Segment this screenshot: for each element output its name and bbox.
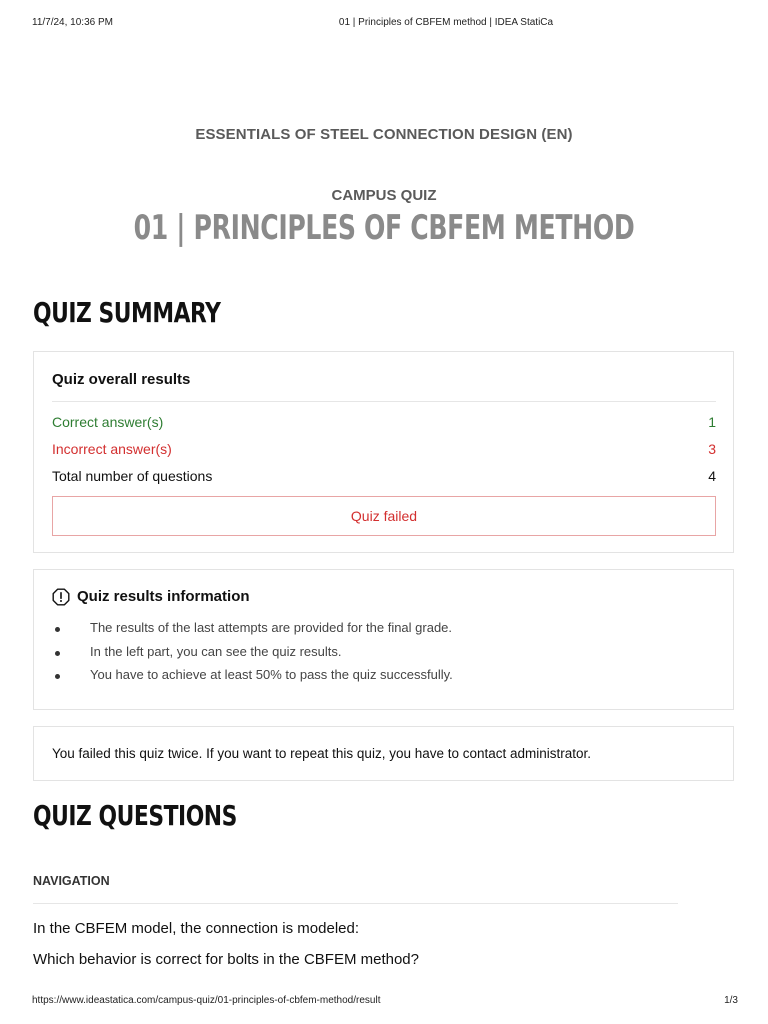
incorrect-answers-count: 3 xyxy=(708,441,716,457)
navigation-divider xyxy=(33,903,678,904)
attempt-notice-text: You failed this quiz twice. If you want to repeat this quiz, you have to contact administrator. xyxy=(52,746,592,761)
bullet xyxy=(55,651,60,656)
question-nav-item-2[interactable]: Which behavior is correct for bolts in the CBFEM method? xyxy=(33,951,419,968)
list-item xyxy=(34,620,733,644)
page-number: 1/3 xyxy=(724,995,738,1006)
campus-quiz-label: CAMPUS QUIZ xyxy=(331,187,437,204)
course-title[interactable]: ESSENTIALS OF STEEL CONNECTION DESIGN (EN) xyxy=(195,126,573,143)
quiz-results-info-card xyxy=(33,569,734,710)
total-questions-count: 4 xyxy=(708,468,716,484)
list-item xyxy=(34,644,733,668)
print-footer xyxy=(32,995,738,1007)
quiz-overall-results-card xyxy=(33,351,734,553)
divider xyxy=(52,401,716,402)
info-item-text: The results of the last attempts are provided for the final grade. xyxy=(90,620,453,635)
total-questions-row xyxy=(52,468,716,486)
page-title: 01 | PRINCIPLES OF CBFEM METHOD xyxy=(133,208,635,248)
page-url[interactable]: https://www.ideastatica.com/campus-quiz/01-principles-of-cbfem-method/result xyxy=(32,995,381,1006)
bullet xyxy=(55,674,60,679)
print-document-title: 01 | Principles of CBFEM method | IDEA StatiCa xyxy=(338,17,554,28)
print-timestamp: 11/7/24, 10:36 PM xyxy=(32,17,113,28)
quiz-status-badge: Quiz failed xyxy=(52,496,716,536)
info-title: Quiz results information xyxy=(77,588,250,605)
print-header xyxy=(32,17,738,31)
quiz-questions-heading: QUIZ QUESTIONS xyxy=(33,799,237,832)
incorrect-answers-row xyxy=(52,441,716,459)
question-nav-item-1[interactable]: In the CBFEM model, the connection is modeled: xyxy=(33,920,360,937)
incorrect-answers-label: Incorrect answer(s) xyxy=(52,441,172,457)
info-list xyxy=(34,620,733,691)
correct-answers-label: Correct answer(s) xyxy=(52,414,164,430)
total-questions-label: Total number of questions xyxy=(52,468,213,484)
quiz-summary-heading: QUIZ SUMMARY xyxy=(33,296,221,329)
alert-octagon-icon xyxy=(52,588,70,606)
attempt-notice-card xyxy=(33,726,734,781)
bullet xyxy=(55,627,60,632)
list-item xyxy=(34,667,733,691)
card-title: Quiz overall results xyxy=(52,371,191,388)
correct-answers-row xyxy=(52,414,716,432)
info-item-text: You have to achieve at least 50% to pass the quiz successfully. xyxy=(90,667,453,682)
navigation-label: NAVIGATION xyxy=(33,874,110,888)
info-item-text: In the left part, you can see the quiz results. xyxy=(90,643,342,659)
correct-answers-count: 1 xyxy=(708,414,716,430)
